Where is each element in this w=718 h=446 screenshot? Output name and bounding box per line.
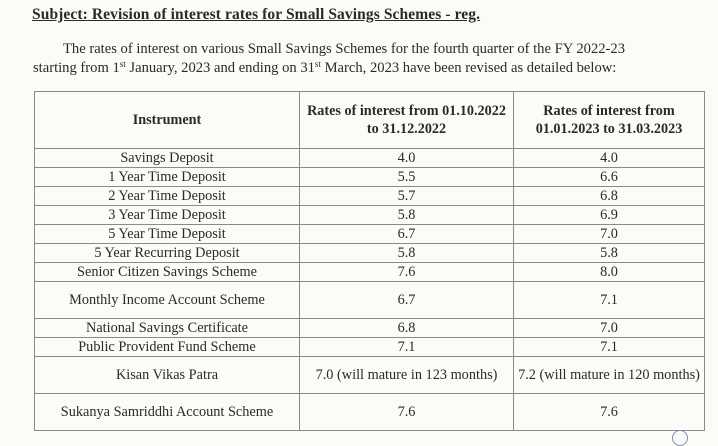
old-rate-cell: 7.6	[300, 394, 514, 431]
interest-rates-table	[34, 91, 705, 431]
new-rate-cell: 7.2 (will mature in 120 months)	[514, 357, 705, 394]
new-rate-cell: 7.6	[514, 394, 705, 431]
new-rate-cell: 7.1	[514, 338, 705, 357]
new-rate-cell: 7.1	[514, 282, 705, 319]
table-header-row	[35, 92, 705, 149]
intro-text: January, 2023 and ending on 31	[125, 60, 315, 76]
new-rate-cell: 6.9	[514, 206, 705, 225]
old-rate-cell: 6.7	[300, 282, 514, 319]
instrument-cell: Public Provident Fund Scheme	[35, 338, 300, 357]
instrument-cell: Monthly Income Account Scheme	[35, 282, 300, 319]
instrument-cell: National Savings Certificate	[35, 319, 300, 338]
corner-mark-icon	[672, 430, 688, 446]
intro-paragraph	[33, 40, 703, 78]
header-old-rate: Rates of interest from 01.10.2022 to 31.12.2022	[300, 92, 514, 149]
ordinal-suffix: st	[119, 59, 126, 69]
table-row	[35, 168, 705, 187]
header-new-rate: Rates of interest from 01.01.2023 to 31.03.2023	[514, 92, 705, 149]
old-rate-cell: 5.8	[300, 244, 514, 263]
old-rate-cell: 5.7	[300, 187, 514, 206]
table-row	[35, 244, 705, 263]
instrument-cell: 2 Year Time Deposit	[35, 187, 300, 206]
table-row	[35, 149, 705, 168]
instrument-cell: Kisan Vikas Patra	[35, 357, 300, 394]
instrument-cell: 5 Year Recurring Deposit	[35, 244, 300, 263]
old-rate-cell: 5.5	[300, 168, 514, 187]
intro-text: March, 2023 have been revised as detailed below:	[320, 60, 617, 76]
instrument-cell: 5 Year Time Deposit	[35, 225, 300, 244]
header-instrument: Instrument	[35, 92, 300, 149]
intro-line-2	[33, 59, 703, 78]
old-rate-cell: 6.8	[300, 319, 514, 338]
table-row	[35, 338, 705, 357]
old-rate-cell: 7.0 (will mature in 123 months)	[300, 357, 514, 394]
new-rate-cell: 7.0	[514, 319, 705, 338]
new-rate-cell: 7.0	[514, 225, 705, 244]
table-row	[35, 187, 705, 206]
new-rate-cell: 4.0	[514, 149, 705, 168]
table-row	[35, 206, 705, 225]
table-row	[35, 394, 705, 431]
old-rate-cell: 6.7	[300, 225, 514, 244]
old-rate-cell: 5.8	[300, 206, 514, 225]
old-rate-cell: 4.0	[300, 149, 514, 168]
ordinal-suffix: st	[314, 59, 321, 69]
table-row	[35, 357, 705, 394]
table-row	[35, 282, 705, 319]
table-row	[35, 263, 705, 282]
intro-text: starting from 1	[33, 60, 120, 76]
old-rate-cell: 7.6	[300, 263, 514, 282]
instrument-cell: Savings Deposit	[35, 149, 300, 168]
instrument-cell: Sukanya Samriddhi Account Scheme	[35, 394, 300, 431]
new-rate-cell: 8.0	[514, 263, 705, 282]
instrument-cell: Senior Citizen Savings Scheme	[35, 263, 300, 282]
table-row	[35, 319, 705, 338]
new-rate-cell: 6.8	[514, 187, 705, 206]
instrument-cell: 3 Year Time Deposit	[35, 206, 300, 225]
intro-line-1: The rates of interest on various Small Savings Schemes for the fourth quarter of the FY 2022-23	[63, 41, 626, 57]
new-rate-cell: 5.8	[514, 244, 705, 263]
old-rate-cell: 7.1	[300, 338, 514, 357]
instrument-cell: 1 Year Time Deposit	[35, 168, 300, 187]
subject-line: Subject: Revision of interest rates for Small Savings Schemes - reg.	[32, 6, 481, 23]
table-row	[35, 225, 705, 244]
new-rate-cell: 6.6	[514, 168, 705, 187]
